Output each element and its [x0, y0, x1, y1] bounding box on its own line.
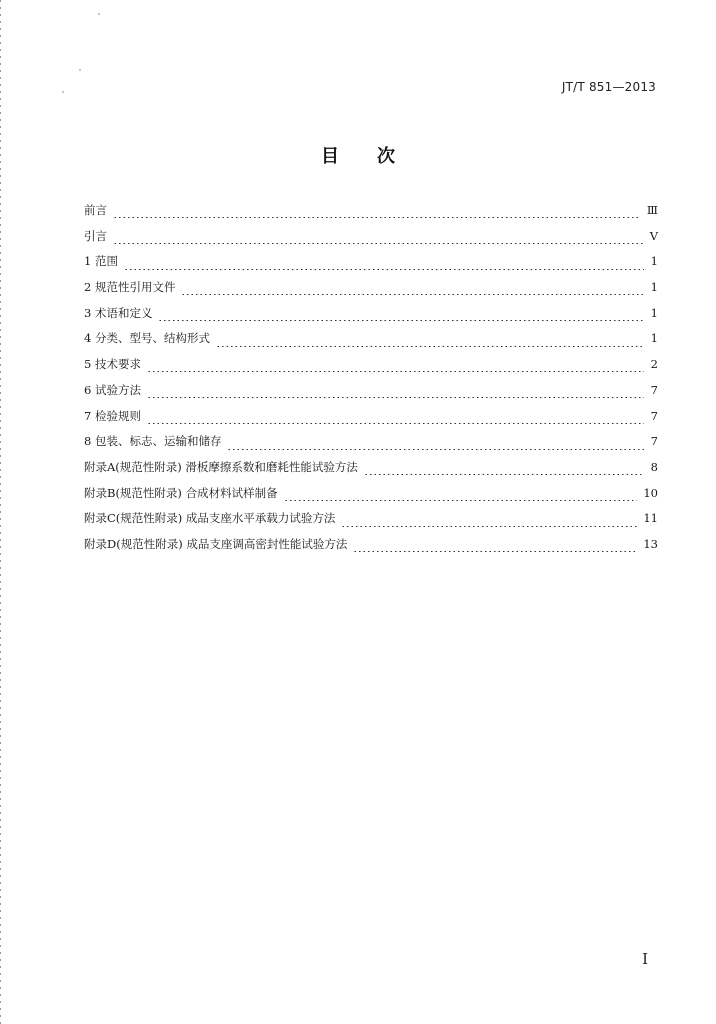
toc-entry-label: 附录B(规范性附录) 合成材料试样制备: [84, 485, 278, 500]
scan-speck: [98, 13, 100, 15]
toc-entry[interactable]: [84, 305, 658, 331]
document-code: JT/T 851—2013: [561, 80, 656, 94]
toc-entry[interactable]: [84, 253, 658, 279]
toc-entry[interactable]: [84, 536, 658, 562]
toc-entry-page: 7: [650, 434, 658, 449]
toc-entry-page: 10: [643, 485, 658, 500]
toc-entry-label: 2 规范性引用文件: [84, 280, 176, 295]
toc-entry-page: 1: [650, 280, 658, 295]
toc-entry[interactable]: [84, 228, 658, 254]
page-number: I: [642, 950, 648, 968]
toc-entry-page: 1: [650, 254, 658, 269]
toc-leader-dots: [158, 320, 644, 321]
toc-leader-dots: [147, 397, 644, 398]
toc-leader-dots: [284, 500, 638, 501]
toc-entry-page: 2: [650, 357, 658, 372]
toc-entry-label: 引言: [84, 228, 107, 243]
toc-entry-label: 7 检验规则: [84, 408, 141, 423]
toc-leader-dots: [216, 346, 644, 347]
toc-entry-page: 8: [650, 459, 658, 474]
page-title: 目次: [321, 146, 433, 167]
toc-leader-dots: [341, 526, 637, 527]
toc-leader-dots: [181, 294, 644, 295]
toc-leader-dots: [353, 551, 637, 552]
toc-entry-page: Ⅲ: [646, 203, 658, 217]
toc-entry[interactable]: [84, 459, 658, 485]
toc-entry-label: 3 术语和定义: [84, 305, 153, 320]
toc-leader-dots: [364, 474, 644, 475]
toc-entry[interactable]: [84, 330, 658, 356]
toc-entry-page: 13: [643, 536, 658, 551]
toc-entry[interactable]: [84, 279, 658, 305]
toc-entry-label: 1 范围: [84, 254, 118, 269]
toc-leader-dots: [147, 423, 644, 424]
table-of-contents: [84, 202, 658, 562]
toc-entry[interactable]: [84, 202, 658, 228]
toc-entry-label: 5 技术要求: [84, 357, 141, 372]
toc-entry[interactable]: [84, 356, 658, 382]
toc-entry-page: 1: [650, 305, 658, 320]
toc-leader-dots: [113, 217, 641, 218]
toc-entry-label: 附录C(规范性附录) 成品支座水平承载力试验方法: [84, 511, 336, 526]
toc-entry[interactable]: [84, 382, 658, 408]
toc-entry-page: 7: [650, 408, 658, 423]
toc-leader-dots: [124, 269, 644, 270]
toc-entry[interactable]: [84, 510, 658, 536]
toc-entry-label: 附录A(规范性附录) 滑板摩擦系数和磨耗性能试验方法: [84, 459, 358, 474]
toc-entry-label: 附录D(规范性附录) 成品支座调高密封性能试验方法: [84, 536, 348, 551]
scan-speck: [79, 69, 81, 71]
toc-entry-label: 6 试验方法: [84, 382, 141, 397]
toc-leader-dots: [147, 371, 644, 372]
toc-entry[interactable]: [84, 433, 658, 459]
toc-entry-label: 4 分类、型号、结构形式: [84, 331, 210, 346]
toc-entry-page: 1: [650, 331, 658, 346]
toc-entry[interactable]: [84, 485, 658, 511]
toc-entry-page: 11: [643, 511, 658, 526]
toc-entry[interactable]: [84, 408, 658, 434]
toc-leader-dots: [227, 449, 644, 450]
toc-entry-page: Ⅴ: [649, 228, 658, 243]
toc-entry-label: 8 包装、标志、运输和储存: [84, 434, 222, 449]
toc-leader-dots: [113, 243, 644, 244]
scan-speck: [62, 91, 64, 93]
toc-entry-page: 7: [650, 382, 658, 397]
toc-entry-label: 前言: [84, 203, 107, 217]
